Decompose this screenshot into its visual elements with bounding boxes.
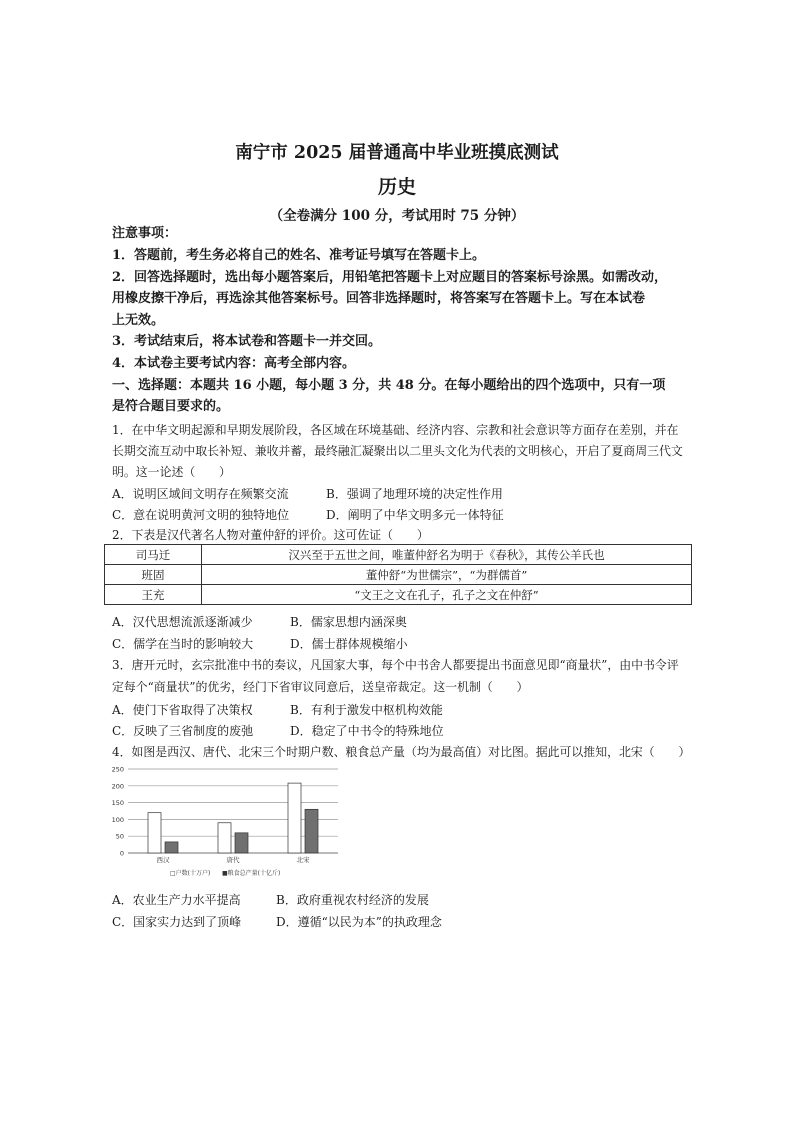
option-a: A．使门下省取得了决策权 [112,703,253,717]
note-line: 用橡皮擦干净后，再选涂其他答案标号。回答非选择题时，将答案写在答题卡上。写在本试卷 [112,291,646,306]
question-text: 4．如图是西汉、唐代、北宋三个时期户数、粮食总产量（均为最高值）对比图。据此可以推知，北宋（ ） [112,745,691,759]
table-row [105,565,692,585]
option-c: C．意在说明黄河文明的独特地位 [112,508,290,522]
y-tick-label: 200 [111,782,124,791]
question-text: 2．下表是汉代著名人物对董仲舒的评价。这可佐证（ ） [112,528,429,542]
option-b: B．强调了地理环境的决定性作用 [326,487,503,501]
option-a: A．农业生产力水平提高 [112,893,241,907]
households-grain-bar-chart [104,763,344,881]
bar-households [288,783,301,853]
option-a: A．说明区域间文明存在频繁交流 [112,487,289,501]
note-line: 上无效。 [112,313,165,328]
option-d: D．阐明了中华文明多元一体特征 [326,508,504,522]
option-d: D．儒士群体规模缩小 [290,637,408,651]
table-cell: 王充 [105,585,202,605]
evaluation-table [104,544,692,605]
x-tick-label: 西汉 [156,856,170,864]
question-text: 定每个“商量状”的优劣，经门下省审议同意后，送皇帝裁定。这一机制（ ） [112,680,529,694]
note-line: 3．考试结束后，将本试卷和答题卡一并交回。 [112,334,382,349]
notes-heading: 注意事项： [112,226,178,241]
bar-households [148,813,161,853]
legend-households: □户数(十万户) [170,870,211,877]
question-text: 3．唐开元时，玄宗批准中书的奏议，凡国家大事，每个中书舍人都要提出书面意见即“商量状”，由中书令评 [112,658,679,672]
option-d: D．遵循“以民为本”的执政理念 [276,915,442,929]
section-heading: 一、选择题：本题共 16 小题，每小题 3 分，共 48 分。在每小题给出的四个选项中，只有一项 [112,378,666,393]
score-info: （全卷满分 100 分，考试用时 75 分钟） [269,208,525,224]
option-b: B．政府重视农村经济的发展 [276,893,429,907]
legend-grain-output: ■粮食总产量(十亿斤) [222,870,281,877]
option-a: A．汉代思想流派逐渐减少 [112,615,253,629]
option-b: B．儒家思想内涵深奥 [290,615,407,629]
question-text: 明。这一论述（ ） [112,465,231,479]
bar-grain-output [235,833,248,853]
y-tick-label: 250 [111,765,124,774]
note-line: 4．本试卷主要考试内容：高考全部内容。 [112,356,356,371]
table-cell: 班固 [105,565,202,585]
table-cell: 董仲舒“为世儒宗”，“为群儒首” [202,565,692,585]
table-cell: 汉兴至于五世之间，唯董仲舒名为明于《春秋》，其传公羊氏也 [202,545,692,565]
option-b: B．有利于激发中枢机构效能 [290,703,443,717]
y-tick-label: 100 [111,815,124,824]
table-row [105,545,692,565]
option-c: C．儒学在当时的影响较大 [112,637,254,651]
table-cell: 司马迁 [105,545,202,565]
subject-title: 历史 [377,176,416,198]
note-line: 2．回答选择题时，选出每小题答案后，用铅笔把答题卡上对应题目的答案标号涂黑。如需改动， [112,270,668,285]
x-tick-label: 唐代 [226,856,240,864]
y-tick-label: 150 [111,799,124,808]
question-text: 1．在中华文明起源和早期发展阶段，各区域在环境基础、经济内容、宗教和社会意识等方面存在差别，并在 [112,423,679,437]
y-tick-label: 0 [119,849,124,858]
option-c: C．反映了三省制度的废弛 [112,724,254,738]
section-heading: 是符合题目要求的。 [112,399,230,414]
exam-title: 南宁市 2025 届普通高中毕业班摸底测试 [235,143,559,163]
table-row [105,585,692,605]
bar-grain-output [165,842,178,853]
bar-households [218,823,231,853]
y-tick-label: 50 [115,832,124,841]
table-cell: “文王之文在孔子，孔子之文在仲舒” [202,585,692,605]
option-c: C．国家实力达到了顶峰 [112,915,242,929]
x-tick-label: 北宋 [296,856,310,864]
note-line: 1．答题前，考生务必将自己的姓名、准考证号填写在答题卡上。 [112,248,486,263]
option-d: D．稳定了中书令的特殊地位 [290,724,444,738]
question-text: 长期交流互动中取长补短、兼收并蓄，最终融汇凝聚出以二里头文化为代表的文明核心，开启了夏商周三代文 [112,444,683,458]
bar-grain-output [305,809,318,853]
